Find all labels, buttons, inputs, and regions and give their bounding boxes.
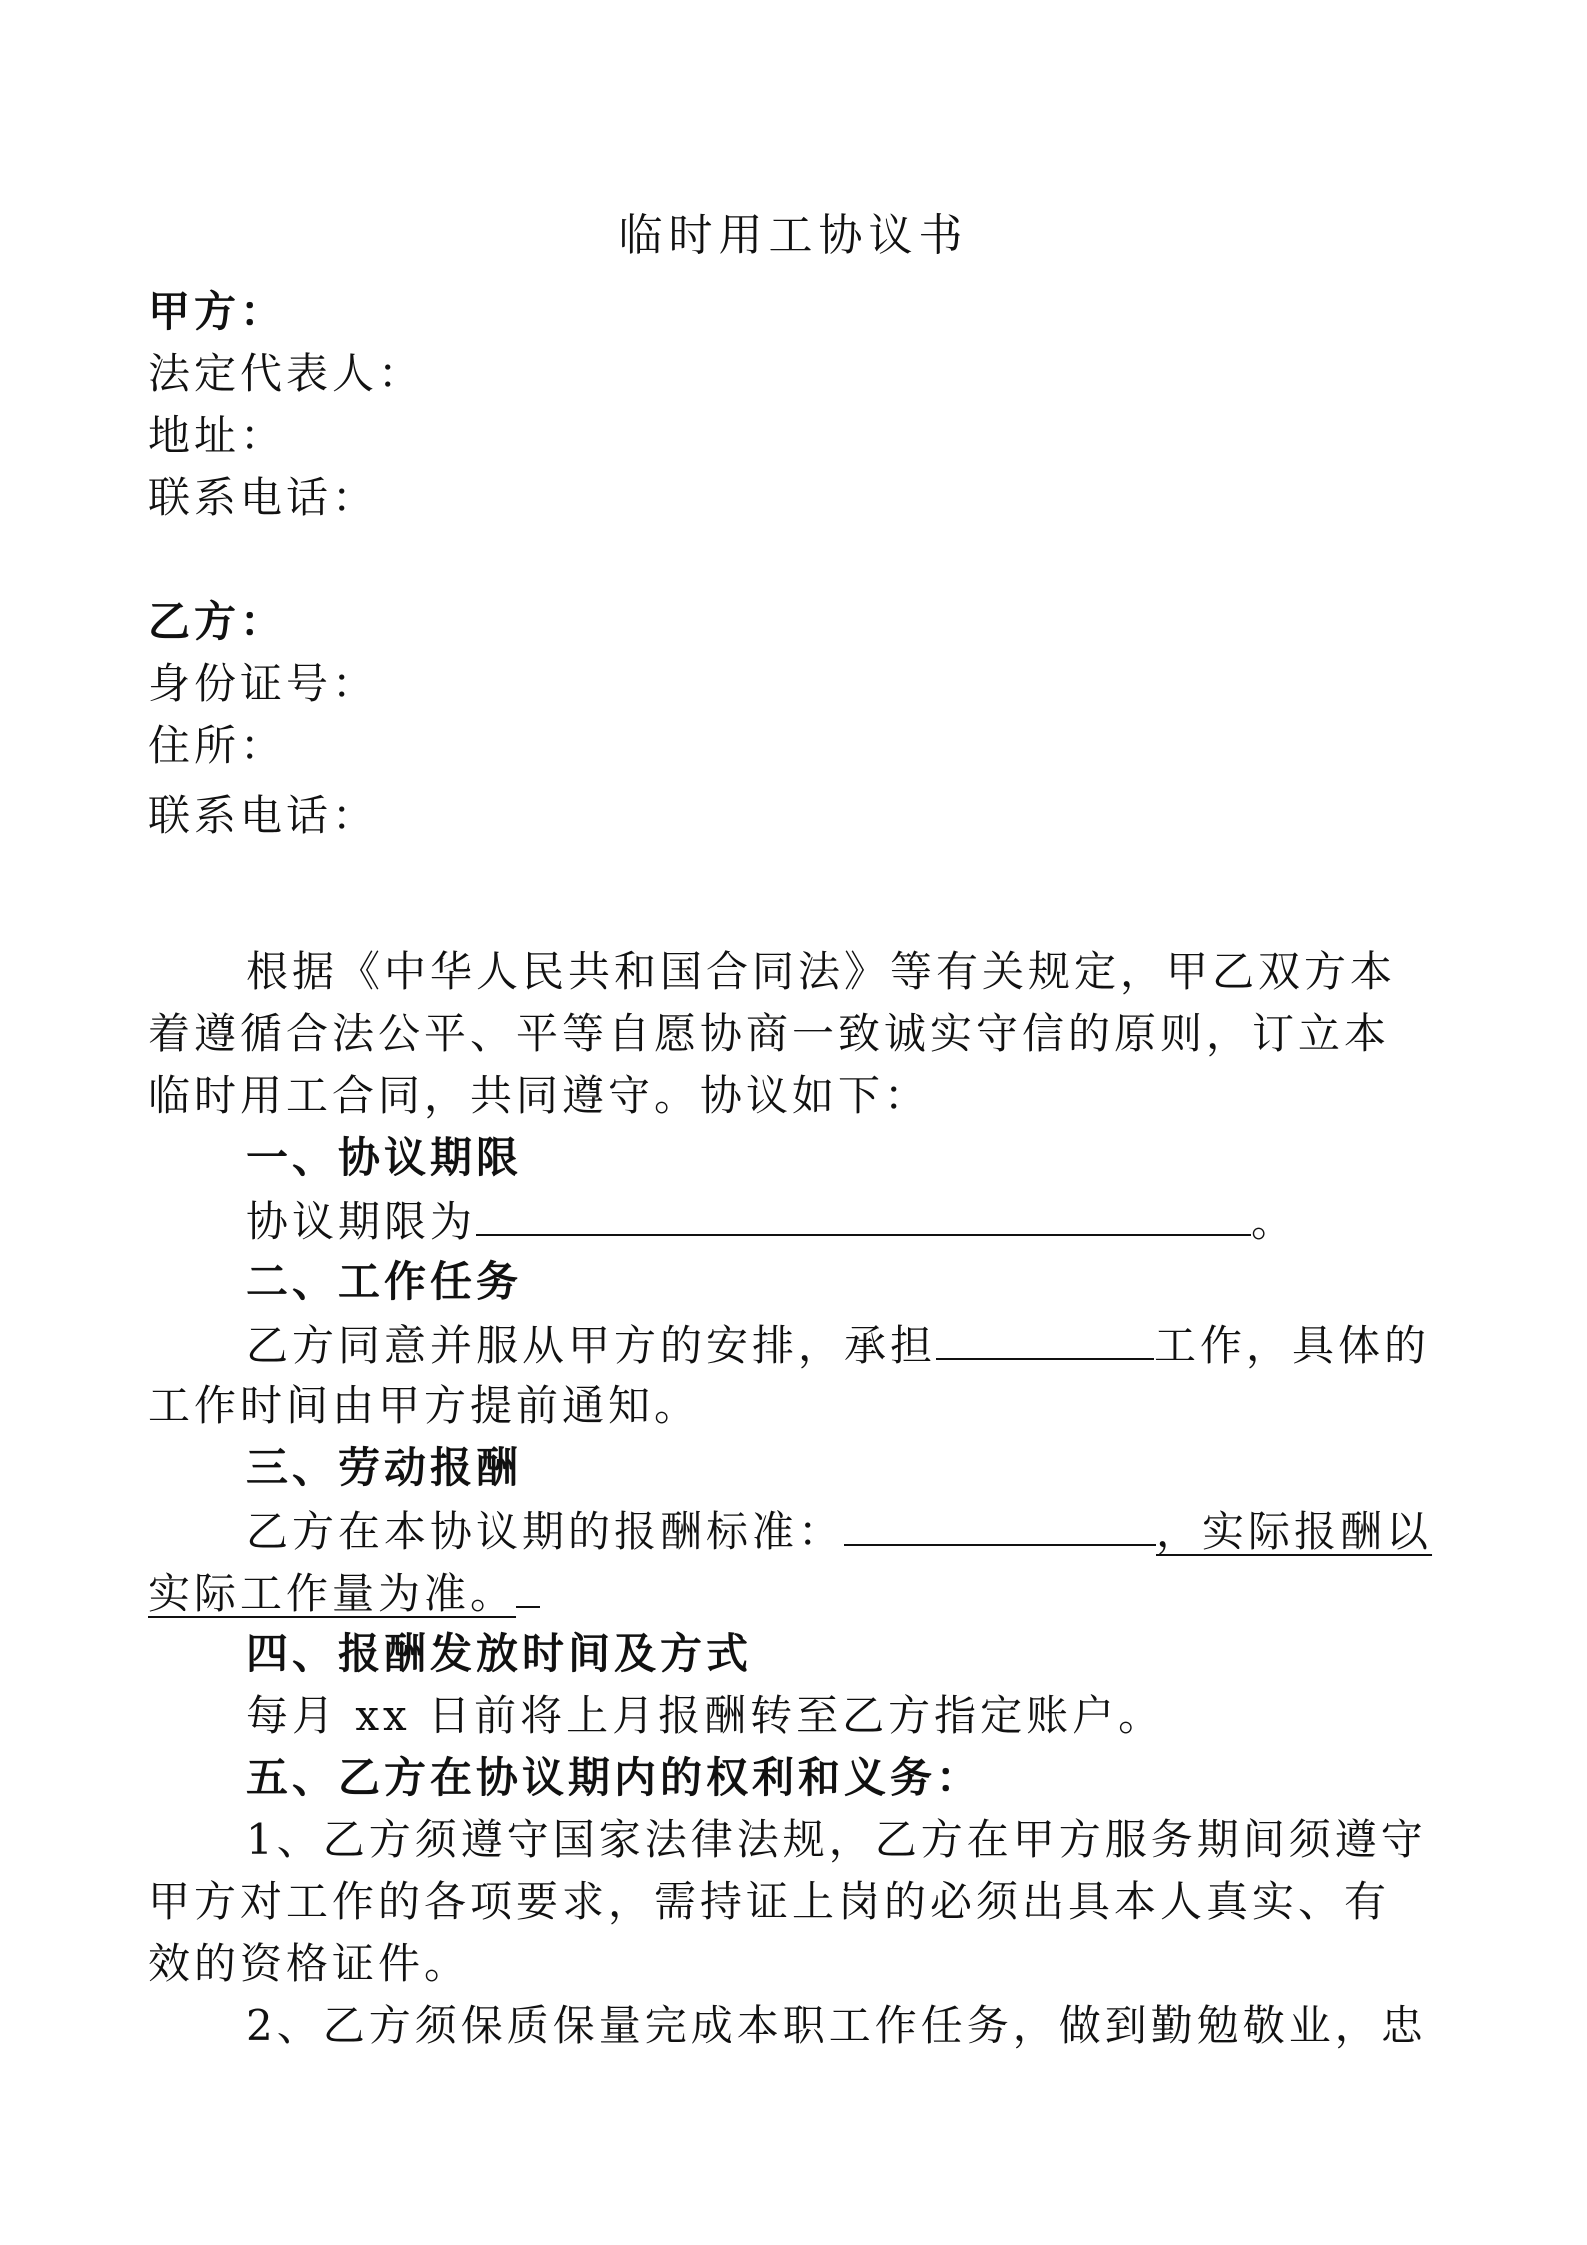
- party-b-residence: 住所：: [148, 721, 287, 770]
- pay-standard-blank: [844, 1504, 1156, 1546]
- section-5-item-2-line-1: 2、乙方须保质保量完成本职工作任务，做到勤勉敬业，忠: [246, 2001, 1427, 2050]
- section-5-heading: 五、乙方在协议期内的权利和义务：: [246, 1753, 983, 1802]
- party-b-phone: 联系电话：: [148, 791, 379, 840]
- intro-line-3: 临时用工合同，共同遵守。协议如下：: [148, 1071, 931, 1120]
- section-1-heading: 一、协议期限: [246, 1133, 523, 1182]
- section-3-heading: 三、劳动报酬: [246, 1443, 523, 1492]
- section-1-text-after: 。: [1251, 1197, 1298, 1246]
- intro-line-1: 根据《中华人民共和国合同法》等有关规定，甲乙双方本: [246, 947, 1397, 996]
- section-5-item-1-line-3: 效的资格证件。: [148, 1939, 471, 1988]
- section-5-item-1-line-2: 甲方对工作的各项要求，需持证上岗的必须出具本人真实、有: [148, 1877, 1391, 1926]
- section-3-text-line-2-span: 实际工作量为准。: [148, 1569, 517, 1618]
- section-2-heading: 二、工作任务: [246, 1257, 523, 1306]
- party-a-phone: 联系电话：: [148, 473, 379, 522]
- section-3-text-line-2: [148, 1566, 540, 1620]
- section-3-text-after: ，实际报酬以: [1156, 1507, 1433, 1556]
- section-3-text: [246, 1504, 1432, 1558]
- party-b-id-number: 身份证号：: [148, 659, 379, 708]
- section-4-text: 每月 xx 日前将上月报酬转至乙方指定账户。: [246, 1691, 1165, 1740]
- section-2-text-before: 乙方同意并服从甲方的安排，承担: [246, 1321, 937, 1370]
- intro-line-2: 着遵循合法公平、平等自愿协商一致诚实守信的原则，订立本: [148, 1009, 1391, 1058]
- section-4-heading: 四、报酬发放时间及方式: [246, 1629, 753, 1678]
- document-title: 临时用工协议书: [618, 210, 969, 261]
- section-5-item-1-line-1: 1、乙方须遵守国家法律法规，乙方在甲方服务期间须遵守: [246, 1815, 1427, 1864]
- section-3-text-before: 乙方在本协议期的报酬标准：: [246, 1507, 845, 1556]
- party-a-representative: 法定代表人：: [148, 349, 425, 398]
- section-2-text: [246, 1318, 1430, 1372]
- task-blank: [936, 1318, 1154, 1360]
- party-a-address: 地址：: [148, 411, 287, 460]
- section-1-text-before: 协议期限为: [246, 1197, 477, 1246]
- section-3-trailing-underline: [516, 1566, 540, 1608]
- section-2-text-line-2: 工作时间由甲方提前通知。: [148, 1381, 701, 1430]
- party-a-label: 甲方：: [148, 287, 287, 336]
- party-b-label: 乙方：: [148, 597, 287, 646]
- section-1-text: [246, 1194, 1297, 1248]
- term-blank: [476, 1194, 1251, 1236]
- section-2-text-after: 工作，具体的: [1154, 1321, 1431, 1370]
